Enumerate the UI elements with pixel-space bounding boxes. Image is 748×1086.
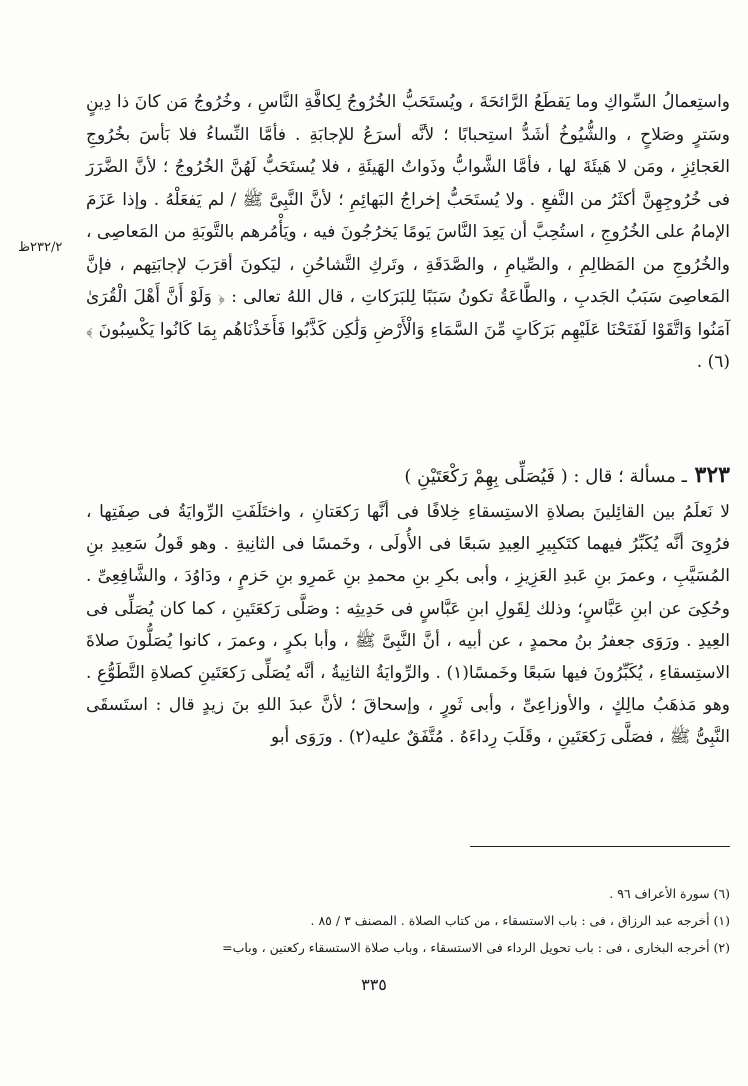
footnote-separator — [470, 846, 730, 847]
footnote: (٦) سورة الأعراف ٩٦ . — [609, 886, 730, 901]
footnote: (٢) أخرجه البخارى ، فى : باب تحويل الرداء فى الاستسقاء ، وباب صلاة الاستسقاء ركعتين ، وباب= — [222, 940, 730, 955]
footnote: (١) أخرجه عبد الرزاق ، فى : باب الاستسقاء ، من كتاب الصلاة . المصنف ٣ / ٨٥ . — [310, 913, 730, 928]
paragraph-2: لا نَعلَمُ بين القائِلينَ بصلاةِ الاستِسقاءِ خِلافًا فى أنَّها رَكعَتانِ ، واختَلَفَتِ الرِّوايَةُ فى صِفَتِها ، فرُوِىَ أنَّه يُكَبِّرُ فيهما كتَكبِيرِ العِيدِ سَبعًا فى الأُولَى ، وخَمسًا فى الثانِيةِ . وهو قَولُ سَعِيدِ بنِ المُسَيَّبِ ، وعمرَ بنِ عَبدِ العَزِيزِ ، وأبى بكرِ بنِ محمدِ بنِ عَمرِو بنِ حَزمٍ ، ودَاوُدَ ، والشَّافِعِىِّ . وحُكِىَ عن ابنِ عَبَّاسٍ؛ وذلك لِقَولِ ابنِ عَبَّاسٍ فى حَدِيثِه : وصَلَّى رَكعَتَينِ ، كما كان يُصَلِّى فى العِيدِ . ورَوَى جعفرُ بنُ محمدٍ ، عن أبيه ، أنَّ النَّبِىَّ ﷺ ، وأبا بكرٍ ، وعمرَ ، كانوا يُصَلُّونَ صلاةَ الاستِسقاءِ ، يُكَبِّرُونَ فيها سَبعًا وخَمسًا(١) . والرِّوايَةُ الثانِيةُ ، أنَّه يُصَلِّى رَكعَتَينِ كصلاةِ التَّطَوُّعِ . وهو مَذهَبُ مالِكٍ ، والأوزاعِىِّ ، وأبى ثَورٍ ، وإسحاقَ ؛ لأنَّ عبدَ اللهِ بنَ زيدٍ قال : استَسقَى النَّبِىُّ ﷺ ، فصَلَّى رَكعَتَينِ ، وقَلَبَ رِداءَهُ . مُتَّفَقٌ عليه(٢) . ورَوَى أبو — [86, 502, 730, 748]
footnotes — [86, 880, 730, 961]
section-heading — [86, 457, 730, 495]
section-number: ٣٢٣ — [694, 462, 730, 488]
main-text-block-2 — [86, 496, 730, 754]
page-number: ٣٣٥ — [361, 975, 387, 994]
main-text-block-1 — [86, 86, 730, 379]
margin-folio-note: ٢٣٢/٢ظ — [18, 240, 63, 255]
section-heading-text: ـ مسألة ؛ قال : ( فَيُصَلِّى بِهِمْ رَكْعَتَيْنِ ) — [404, 466, 687, 487]
paragraph-1: واستِعمالُ السِّواكِ وما يَقطَعُ الرَّائحَةَ ، ويُستَحَبُّ الخُرُوجُ لِكافَّةِ النَّاسِ ، وخُرُوجُ مَن كانَ ذا دِينٍ وسَترٍ وصَلاحٍ ، والشُّيُوخُ أشَدُّ استِحبابًا ؛ لأنَّه أسرَعُ للإجابَةِ . فأمَّا النِّساءُ فلا بَأسَ بخُرُوجِ العَجائِزِ ، ومَن لا هَيئَةَ لها ، فأمَّا الشَّوابُّ وذَواتُ الهَيئَةِ ، فلا يُستَحَبُّ لَهُنَّ الخُرُوجُ ؛ لأنَّ الضَّرَرَ فى خُرُوجِهِنَّ أكثَرُ من النَّفعِ . ولا يُستَحَبُّ إخراجُ البَهائِمِ ؛ لأنَّ النَّبِىَّ ﷺ / لم يَفعَلْهُ . وإذا عَزَمَ الإمامُ على الخُرُوجِ ، استُحِبَّ أن يَعِدَ النَّاسَ يَومًا يَخرُجُونَ فيه ، ويَأْمُرهم بالتَّوبَةِ من المَعاصِى ، والخُرُوجِ من المَظالِمِ ، والصِّيامِ ، والصَّدَقَةِ ، وتَركِ التَّشاحُنِ ، ليَكونَ أقرَبَ لإجابَتِهم ، فإنَّ المَعاصِىَ سَبَبُ الجَدبِ ، والطَّاعَةُ تكونُ سَبَبًا لِلبَرَكاتِ ، قال اللهُ تعالى : ﴿ وَلَوْ أَنَّ أَهْلَ الْقُرَىٰ آمَنُوا وَاتَّقَوْا لَفَتَحْنَا عَلَيْهِم بَرَكَاتٍ مِّنَ السَّمَاءِ وَالْأَرْضِ وَلَٰكِن كَذَّبُوا فَأَخَذْنَاهُم بِمَا كَانُوا يَكْسِبُونَ ﴾(٦) . — [86, 92, 730, 372]
